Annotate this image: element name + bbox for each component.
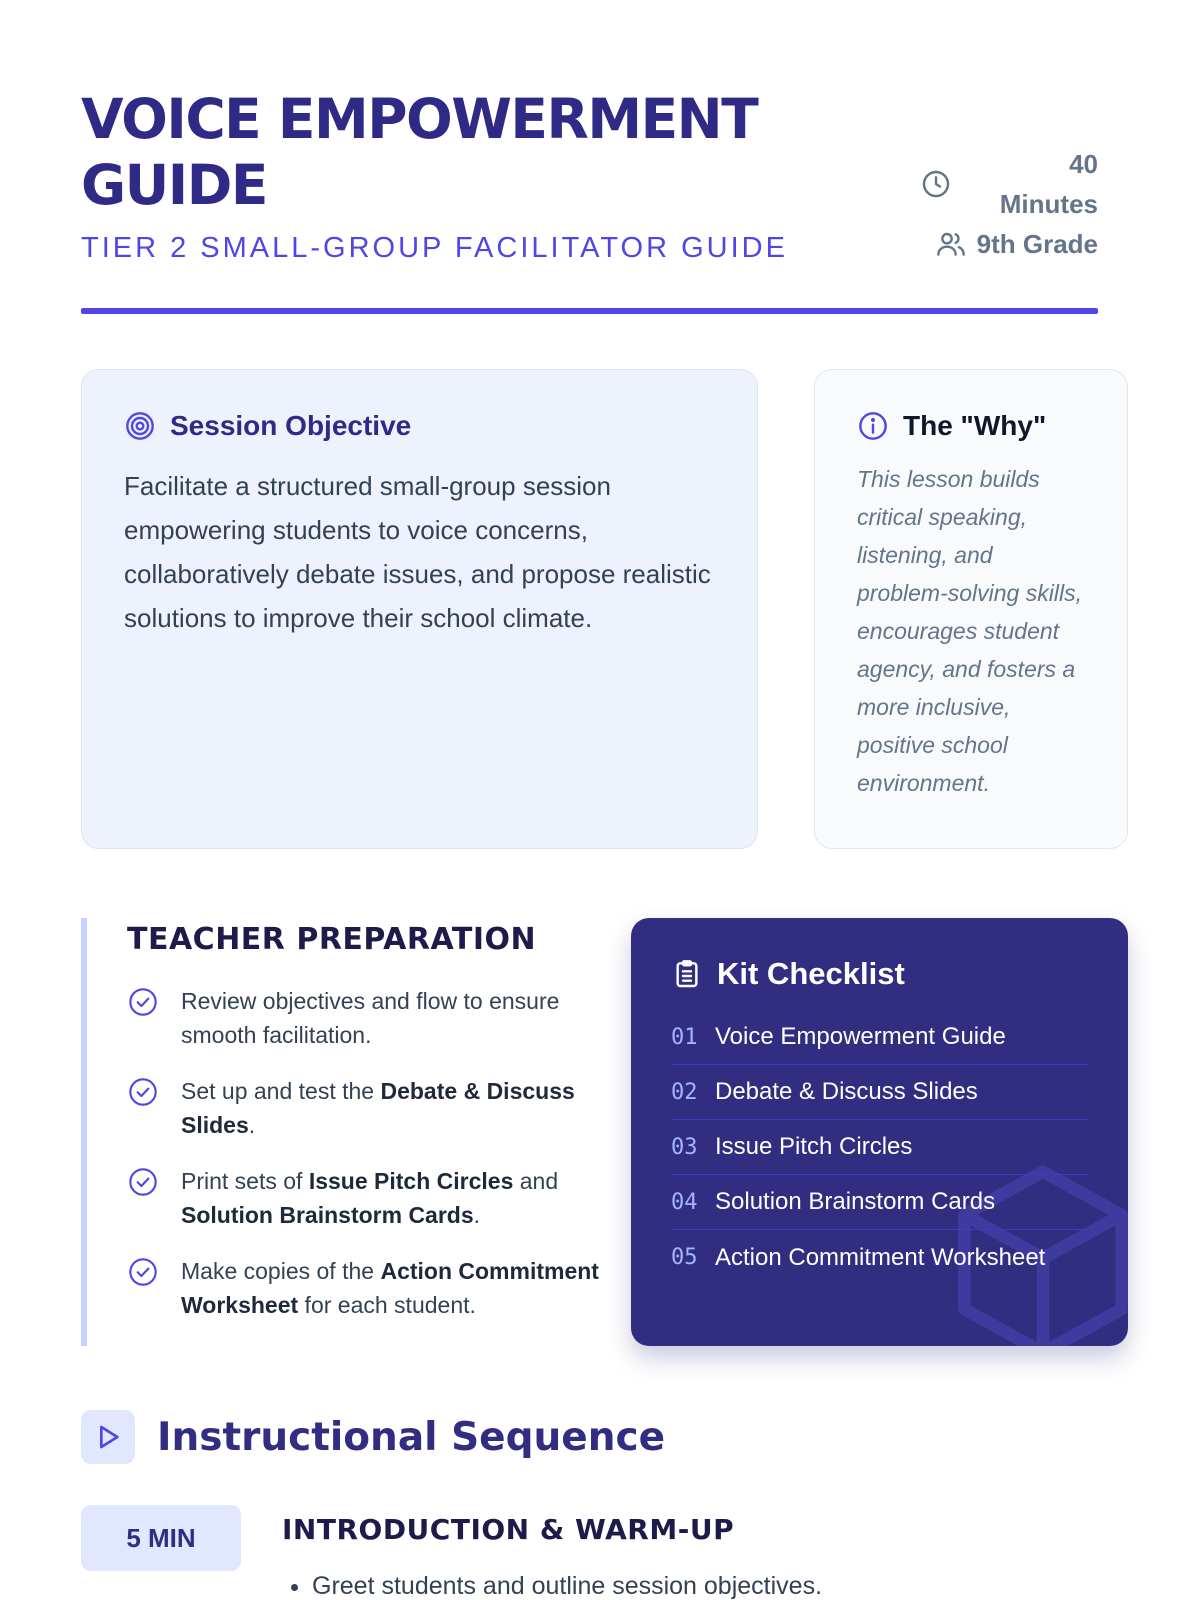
step-title: INTRODUCTION & WARM-UP bbox=[282, 1513, 735, 1546]
why-heading-row bbox=[857, 410, 1087, 442]
kit-heading-row bbox=[671, 956, 1088, 992]
kit-item bbox=[671, 1065, 1088, 1120]
kit-item-number: 04 bbox=[671, 1189, 698, 1215]
prep-item-text: Print sets of Issue Pitch Circles and Solution Brainstorm Cards. bbox=[181, 1168, 559, 1228]
grade-text: 9th Grade bbox=[976, 228, 1098, 259]
sequence-heading-row bbox=[81, 1410, 665, 1464]
check-circle-icon bbox=[127, 1076, 159, 1108]
kit-item bbox=[671, 1175, 1088, 1230]
kit-item-number: 02 bbox=[671, 1079, 698, 1105]
session-objective-card bbox=[81, 369, 758, 849]
kit-item-number: 03 bbox=[671, 1134, 698, 1160]
prep-item bbox=[127, 984, 601, 1052]
objective-heading: Session Objective bbox=[170, 410, 412, 441]
prep-item bbox=[127, 1164, 601, 1232]
kit-item-number: 01 bbox=[671, 1024, 698, 1050]
target-icon bbox=[124, 410, 156, 442]
clipboard-list-icon bbox=[671, 958, 703, 990]
sequence-heading: Instructional Sequence bbox=[157, 1414, 666, 1460]
prep-heading: TEACHER PREPARATION bbox=[127, 922, 537, 957]
prep-item-text: Set up and test the Debate & Discuss Slides. bbox=[181, 1078, 575, 1138]
prep-item-text: Review objectives and flow to ensure smooth facilitation. bbox=[181, 988, 560, 1048]
teacher-preparation bbox=[81, 918, 601, 1346]
objective-text: Facilitate a structured small-group session empowering students to voice concerns, collaboratively debate issues, and propose realistic solutions to improve their school climate. bbox=[124, 471, 711, 633]
kit-item-label: Debate & Discuss Slides bbox=[715, 1078, 978, 1105]
check-circle-icon bbox=[127, 1256, 159, 1288]
kit-item bbox=[671, 1120, 1088, 1175]
prep-list bbox=[127, 984, 601, 1322]
duration-text: 40 Minutes bbox=[999, 149, 1098, 219]
kit-item bbox=[671, 1230, 1088, 1285]
kit-checklist-card bbox=[631, 918, 1128, 1346]
prep-item-text: Make copies of the Action Commitment Worksheet for each student. bbox=[181, 1258, 599, 1318]
kit-heading: Kit Checklist bbox=[717, 956, 905, 991]
why-text: This lesson builds critical speaking, listening, and problem-solving skills, encourages student agency, and fosters a more inclusive, positive school environment. bbox=[857, 466, 1082, 796]
grade-row bbox=[898, 228, 1098, 260]
kit-item bbox=[671, 1010, 1088, 1065]
step-bullets bbox=[312, 1569, 822, 1600]
prep-item bbox=[127, 1254, 601, 1322]
session-meta bbox=[898, 144, 1098, 260]
step-time-badge: 5 MIN bbox=[81, 1505, 241, 1571]
kit-item-label: Action Commitment Worksheet bbox=[715, 1243, 1046, 1271]
users-icon bbox=[935, 228, 967, 260]
header bbox=[81, 86, 1098, 316]
duration-row bbox=[898, 144, 1098, 224]
check-circle-icon bbox=[127, 986, 159, 1018]
kit-item-label: Solution Brainstorm Cards bbox=[715, 1188, 996, 1215]
check-circle-icon bbox=[127, 1166, 159, 1198]
header-divider bbox=[81, 308, 1098, 314]
kit-item-label: Issue Pitch Circles bbox=[715, 1133, 913, 1160]
kit-list bbox=[671, 1010, 1088, 1285]
info-icon bbox=[857, 410, 889, 442]
why-heading: The "Why" bbox=[903, 410, 1047, 441]
objective-heading-row bbox=[124, 410, 715, 442]
prep-item bbox=[127, 1074, 601, 1142]
why-card bbox=[814, 369, 1128, 849]
step-bullet: • Greet students and outline session objectives. bbox=[312, 1569, 822, 1600]
clock-icon bbox=[920, 168, 952, 200]
kit-item-number: 05 bbox=[671, 1245, 698, 1270]
page-title: VOICE EMPOWERMENT GUIDE bbox=[81, 87, 758, 217]
kit-item-label: Voice Empowerment Guide bbox=[715, 1023, 1006, 1050]
page-subtitle: TIER 2 SMALL-GROUP FACILITATOR GUIDE bbox=[81, 232, 788, 264]
play-icon bbox=[81, 1410, 135, 1464]
